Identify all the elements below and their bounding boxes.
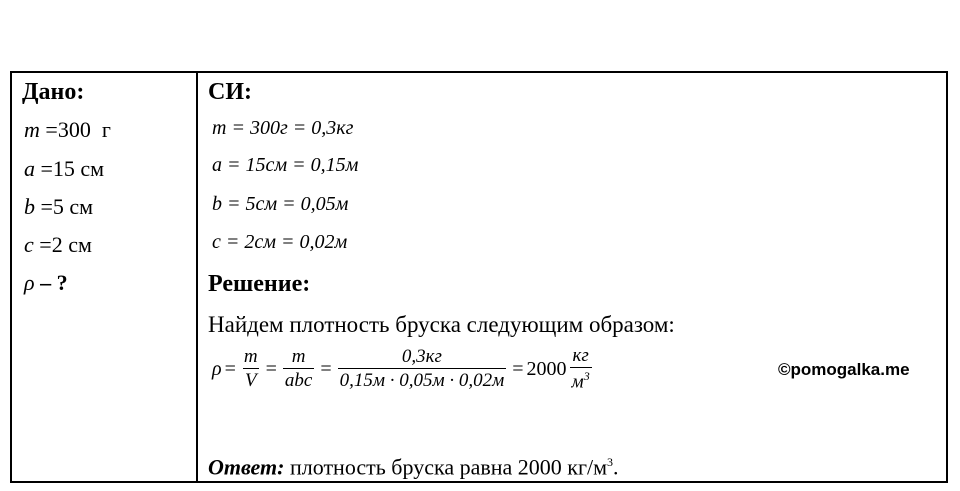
- fraction-unit: [570, 346, 592, 391]
- given-unit: см: [68, 232, 92, 257]
- given-value: 5: [52, 194, 64, 219]
- formula-lhs: ρ: [212, 357, 222, 380]
- given-unit: г: [101, 117, 111, 142]
- si-line-length: a = 15см = 0,15м: [212, 154, 359, 176]
- column-divider: [196, 71, 198, 483]
- fraction-den: 0,15м · 0,05м · 0,02м: [339, 370, 505, 392]
- fraction-numeric: [338, 347, 507, 390]
- si-header: СИ:: [208, 79, 252, 105]
- watermark: ©pomogalka.me: [778, 360, 910, 379]
- fraction-num: кг: [572, 345, 589, 366]
- answer-exp: 3: [607, 455, 614, 469]
- given-eq: =: [40, 156, 53, 181]
- given-var: b: [24, 194, 35, 219]
- formula-result: 2000: [526, 357, 567, 380]
- si-line-height: c = 2см = 0,02м: [212, 231, 348, 253]
- fraction-m-over-v: [242, 347, 260, 390]
- given-value: 300: [57, 117, 91, 142]
- unknown-text: – ?: [40, 270, 68, 295]
- formula-eq: =: [512, 357, 524, 380]
- given-unknown: [24, 272, 68, 294]
- task-table-frame: [10, 71, 948, 483]
- si-line-mass: m = 300г = 0,3кг: [212, 117, 354, 139]
- fraction-num: m: [243, 346, 258, 368]
- formula-eq: =: [320, 357, 332, 380]
- unknown-var: ρ: [24, 270, 35, 295]
- answer-label: Ответ:: [208, 454, 285, 480]
- solution-header: Решение:: [208, 271, 311, 297]
- given-item-width: [24, 196, 93, 218]
- given-var: c: [24, 232, 34, 257]
- fraction-m-over-abc: [283, 347, 314, 390]
- fraction-den: abc: [284, 370, 313, 392]
- unit-den: м: [571, 371, 584, 393]
- fraction-num: 0,3кг: [401, 346, 442, 368]
- given-header: Дано:: [22, 79, 85, 105]
- solution-intro: Найдем плотность бруска следующим образом:: [208, 312, 675, 337]
- given-eq: =: [45, 117, 58, 142]
- given-eq: =: [40, 194, 53, 219]
- given-item-height: [24, 234, 92, 256]
- given-var: m: [24, 117, 40, 142]
- given-eq: =: [39, 232, 52, 257]
- density-formula: [212, 346, 595, 391]
- given-unit: см: [69, 194, 94, 219]
- given-item-length: [24, 158, 104, 180]
- given-unit: см: [80, 156, 105, 181]
- unit-den-exp: 3: [583, 369, 590, 383]
- formula-eq: =: [265, 357, 277, 380]
- answer-end: .: [613, 454, 619, 480]
- fraction-num: m: [291, 346, 306, 368]
- fraction-den: [570, 367, 592, 391]
- formula-eq: =: [224, 357, 236, 380]
- fraction-den: V: [244, 370, 257, 392]
- given-item-mass: [24, 119, 111, 141]
- given-value: 2: [51, 232, 63, 257]
- answer-text: плотность бруска равна 2000 кг/м: [284, 454, 608, 480]
- si-line-width: b = 5см = 0,05м: [212, 193, 349, 215]
- answer-line: [208, 456, 619, 478]
- given-value: 15: [52, 156, 75, 181]
- given-var: a: [24, 156, 35, 181]
